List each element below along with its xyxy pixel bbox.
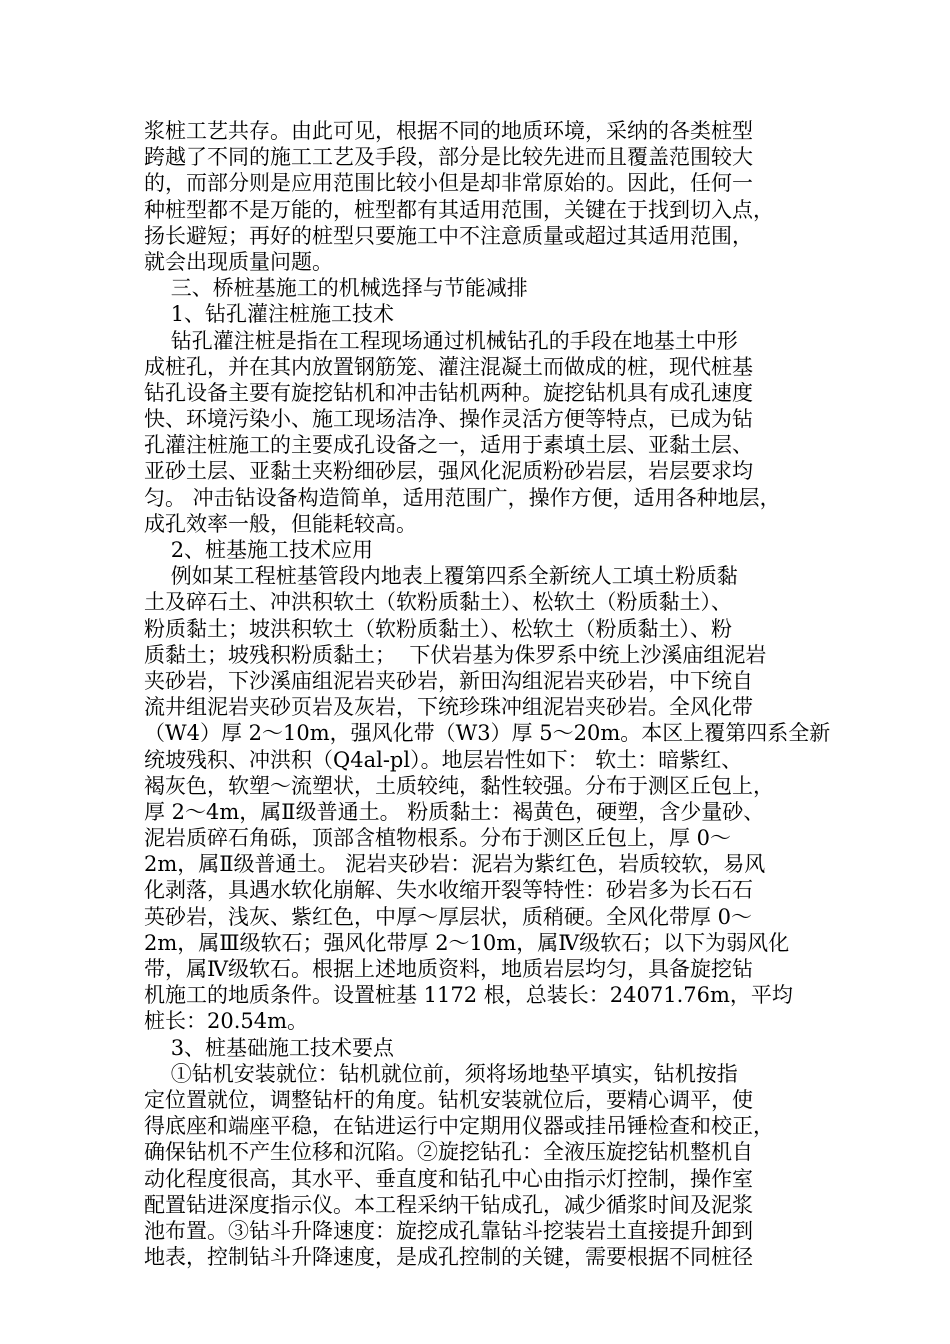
text-line: 就会出现质量问题。: [144, 249, 333, 274]
text-line: 的，而部分则是应用范围比较小但是却非常原始的。因此，任何一: [144, 171, 753, 196]
text-line: （W4）厚 2～10m，强风化带（W3）厚 5～20m。本区上覆第四系全新: [144, 721, 831, 746]
text-line: 配置钻进深度指示仪。本工程采纳干钻成孔，减少循浆时间及泥浆: [144, 1192, 753, 1217]
text-line: 动化程度很高，其水平、垂直度和钻孔中心由指示灯控制，操作室: [144, 1166, 753, 1191]
text-line: 地表，控制钻斗升降速度，是成孔控制的关键，需要根据不同桩径: [144, 1245, 753, 1270]
section-heading: 三、桥桩基施工的机械选择与节能减排: [144, 276, 528, 301]
text-line: 化剥落，具遇水软化崩解、失水收缩开裂等特性：砂岩多为长石石: [144, 878, 753, 903]
subsection-heading: 2、桩基施工技术应用: [144, 538, 374, 562]
text-line: 土及碎石土、冲洪积软土（软粉质黏土）、松软土（粉质黏土）、: [144, 590, 732, 615]
text-line: 机施工的地质条件。设置桩基 1172 根，总装长：24071.76m，平均: [144, 983, 793, 1008]
text-line: 种桩型都不是万能的，桩型都有其适用范围，关键在于找到切入点，: [144, 197, 774, 222]
text-line: 统坡残积、冲洪积（Q4al-pl）。地层岩性如下： 软土：暗紫红、: [144, 747, 743, 772]
subsection-heading: 3、桩基础施工技术要点: [144, 1035, 395, 1060]
text-line: 流井组泥岩夹砂页岩及灰岩，下统珍珠冲组泥岩夹砂岩。全风化带: [144, 695, 753, 720]
text-line: 成孔效率一般，但能耗较高。: [144, 511, 417, 536]
text-line: 夹砂岩，下沙溪庙组泥岩夹砂岩，新田沟组泥岩夹砂岩，中下统自: [144, 668, 753, 693]
text-line: 带，属Ⅳ级软石。根据上述地质资料，地质岩层均匀，具备旋挖钻: [144, 957, 753, 981]
document-body: [144, 118, 831, 1270]
subsection-heading: 1、钻孔灌注桩施工技术: [144, 302, 395, 327]
text-line: 得底座和端座平稳，在钻进运行中定期用仪器或挂吊锤检查和校正，: [144, 1114, 774, 1139]
text-line: 泥岩质碎石角砾，顶部含植物根系。分布于测区丘包上，厚 0～: [144, 826, 732, 851]
text-line: 孔灌注桩施工的主要成孔设备之一，适用于素填土层、亚黏土层、: [144, 433, 753, 458]
text-line: 匀。 冲击钻设备构造简单，适用范围广，操作方便，适用各种地层，: [144, 485, 781, 510]
text-line: 确保钻机不产生位移和沉陷。②旋挖钻孔：全液压旋挖钻机整机自: [144, 1140, 753, 1165]
text-line: 钻孔灌注桩是指在工程现场通过机械钻孔的手段在地基土中形: [144, 328, 738, 353]
text-line: 英砂岩，浅灰、紫红色，中厚～厚层状，质稍硬。全风化带厚 0～: [144, 904, 753, 929]
text-line: 钻孔设备主要有旋挖钻机和冲击钻机两种。旋挖钻机具有成孔速度: [144, 380, 753, 405]
text-line: 跨越了不同的施工工艺及手段，部分是比较先进而且覆盖范围较大: [144, 145, 753, 170]
text-line: 粉质黏土；坡洪积软土（软粉质黏土）、松软土（粉质黏土）、粉: [144, 616, 732, 641]
text-line: 厚 2～4m，属Ⅱ级普通土。 粉质黏土：褐黄色，硬塑，含少量砂、: [144, 799, 765, 824]
text-line: 定位置就位，调整钻杆的角度。钻机安装就位后，要精心调平，使: [144, 1087, 753, 1112]
text-line: 质黏土；坡残积粉质黏土； 下伏岩基为侏罗系中统上沙溪庙组泥岩: [144, 642, 767, 667]
text-line: 快、环境污染小、施工现场洁净、操作灵活方便等特点，已成为钻: [144, 407, 753, 432]
text-line: 池布置。③钻斗升降速度：旋挖成孔靠钻斗挖装岩土直接提升卸到: [144, 1218, 753, 1243]
text-line: 桩长：20.54m。: [144, 1009, 309, 1034]
text-line: 浆桩工艺共存。由此可见，根据不同的地质环境，采纳的各类桩型: [144, 119, 753, 143]
text-line: 亚砂土层、亚黏土夹粉细砂层，强风化泥质粉砂岩层，岩层要求均: [144, 459, 753, 484]
text-line: 2m，属Ⅱ级普通土。 泥岩夹砂岩：泥岩为紫红色，岩质较软，易风: [144, 852, 766, 877]
text-line: 成桩孔，并在其内放置钢筋笼、灌注混凝土而做成的桩，现代桩基: [144, 354, 753, 379]
text-line: 褐灰色，软塑～流塑状，土质较纯，黏性较强。分布于测区丘包上，: [144, 773, 774, 798]
text-line: 例如某工程桩基管段内地表上覆第四系全新统人工填土粉质黏: [144, 564, 738, 589]
text-line: ①钻机安装就位：钻机就位前，须将场地垫平填实，钻机按指: [144, 1061, 738, 1086]
text-line: 2m，属Ⅲ级软石；强风化带厚 2～10m，属Ⅳ级软石；以下为弱风化: [144, 930, 790, 955]
text-line: 扬长避短；再好的桩型只要施工中不注意质量或超过其适用范围，: [144, 223, 753, 248]
